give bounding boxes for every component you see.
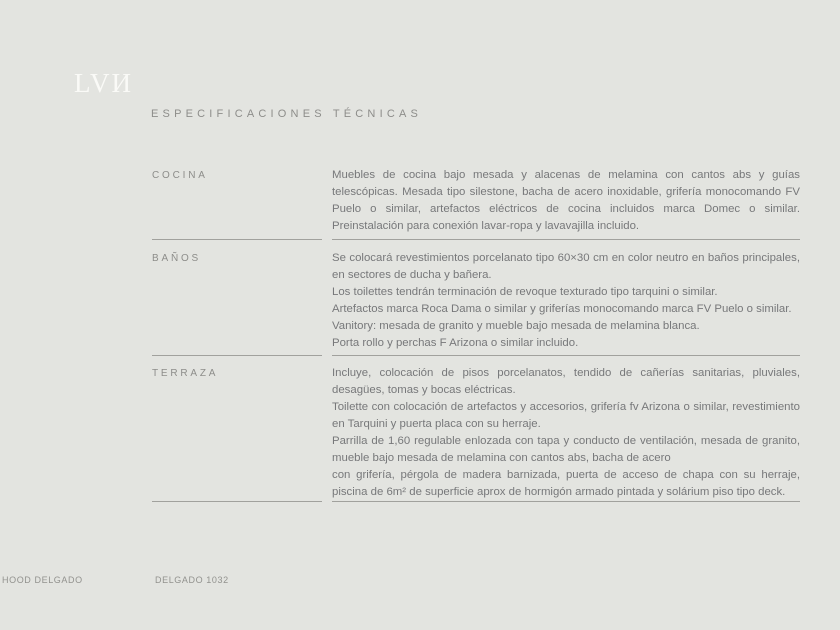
section-paragraph: Vanitory: mesada de granito y mueble bajo mesada de melamina blanca.	[332, 320, 700, 332]
section-paragraph: Muebles de cocina bajo mesada y alacenas de melamina con cantos abs y guías telescópicas. Mesada tipo silestone, bacha de acero inoxidable, grifería monocomando FV Puelo o similar, artefactos eléctricos de cocina incluidos marca Domec o similar. Preinstalación para conexión lavar-ropa y lavavajilla incluido.	[332, 169, 800, 232]
spec-row-cocina	[152, 163, 800, 240]
section-paragraph: Parrilla de 1,60 regulable enlozada con tapa y conducto de ventilación, mesada de granito, mueble bajo mesada de melamina con cantos abs, bacha de acero	[332, 435, 800, 464]
section-paragraph: Toilette con colocación de artefactos y accesorios, grifería fv Arizona o similar, revestimiento en Tarquini y puerta placa con su herraje.	[332, 401, 800, 430]
footer-project-label: HOOD DELGADO	[2, 575, 83, 585]
section-text-cell	[332, 240, 800, 356]
page-title: ESPECIFICACIONES TÉCNICAS	[151, 108, 423, 120]
section-label-cell	[152, 163, 322, 240]
spec-row-terraza	[152, 356, 800, 502]
section-label-cell	[152, 356, 322, 502]
section-label-terraza: TERRAZA	[152, 368, 219, 379]
section-paragraph: Incluye, colocación de pisos porcelanatos, tendido de cañerías sanitarias, pluviales, desagües, tomas y bocas eléctricas.	[332, 367, 800, 396]
section-text-cell	[332, 356, 800, 502]
section-text-cell	[332, 163, 800, 240]
section-label-cell	[152, 240, 322, 356]
brand-logo: LVИ	[74, 68, 134, 98]
spec-row-banos	[152, 240, 800, 356]
section-label-cocina: COCINA	[152, 170, 208, 181]
footer-address-label: DELGADO 1032	[155, 575, 229, 585]
section-paragraph: Se colocará revestimientos porcelanato tipo 60×30 cm en color neutro en baños principales, en sectores de ducha y bañera.	[332, 252, 800, 281]
section-label-banos: BAÑOS	[152, 253, 202, 264]
section-paragraph: Porta rollo y perchas F Arizona o similar incluido.	[332, 337, 579, 349]
section-paragraph: Los toilettes tendrán terminación de revoque texturado tipo tarquini o similar.	[332, 286, 718, 298]
section-paragraph: con grifería, pérgola de madera barnizada, puerta de acceso de chapa con su herraje, piscina de 6m² de superficie aprox de hormigón armado pintada y solárium piso tipo deck.	[332, 469, 800, 498]
section-paragraph: Artefactos marca Roca Dama o similar y griferías monocomando marca FV Puelo o similar.	[332, 303, 792, 315]
spec-table	[152, 163, 800, 502]
